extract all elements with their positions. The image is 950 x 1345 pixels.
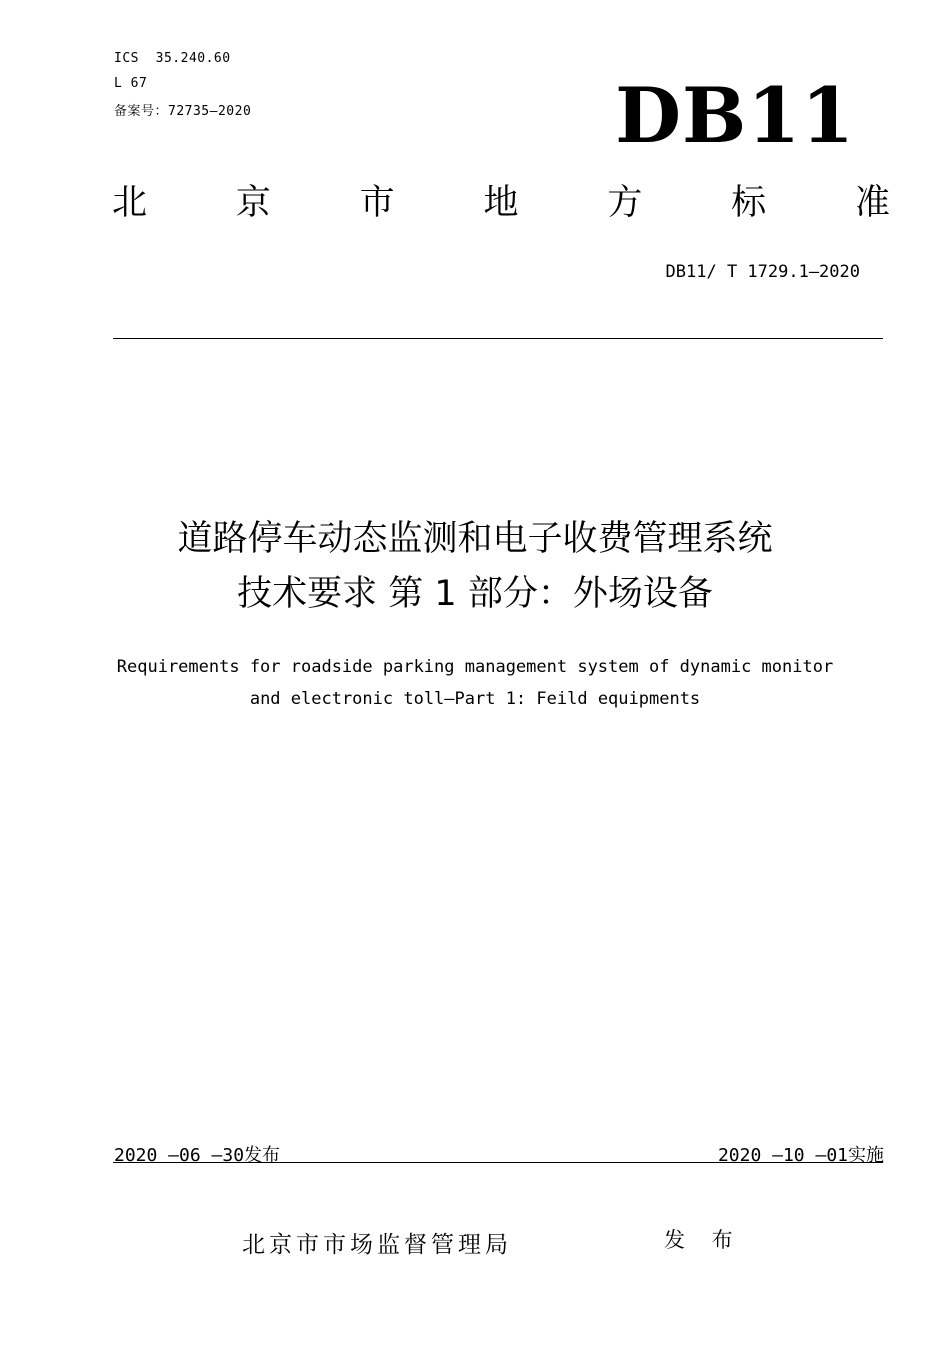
standard-type bbox=[112, 183, 890, 223]
chinese-title-line-2: 技术要求 第 1 部分：外场设备 bbox=[237, 574, 713, 614]
chinese-title-line-1: 道路停车动态监测和电子收费管理系统 bbox=[177, 519, 773, 559]
issue-action: 发 布 bbox=[664, 1228, 743, 1252]
english-title-line-1: Requirements for roadside parking management system of dynamic monitor bbox=[116, 657, 834, 677]
standard-type-char: 京 bbox=[235, 183, 271, 223]
effective-date-block bbox=[718, 1141, 884, 1167]
bottom-divider bbox=[113, 1162, 883, 1163]
top-divider bbox=[113, 338, 883, 339]
ics-code: ICS 35.240.60 bbox=[114, 51, 231, 66]
standard-type-char: 准 bbox=[854, 183, 890, 223]
issue-date-block bbox=[114, 1141, 280, 1167]
standard-type-char: 标 bbox=[731, 183, 767, 223]
standard-number: DB11/ T 1729.1—2020 bbox=[665, 262, 860, 282]
ccs-code: L 67 bbox=[114, 76, 148, 91]
effective-date: 2020 —10 —01 bbox=[717, 1145, 848, 1166]
db11-logo: DB11 bbox=[615, 71, 855, 160]
english-title-line-2: and electronic toll—Part 1: Feild equipments bbox=[249, 689, 701, 709]
effective-label: 实施 bbox=[848, 1145, 884, 1166]
record-number: 备案号：72735—2020 bbox=[114, 104, 252, 119]
issuing-authority: 北京市市场监督管理局 bbox=[242, 1232, 512, 1258]
issue-label: 发布 bbox=[244, 1145, 281, 1166]
standard-type-char: 北 bbox=[112, 183, 148, 223]
standard-type-char: 地 bbox=[483, 183, 519, 223]
standard-type-char: 市 bbox=[359, 183, 395, 223]
standard-type-char: 方 bbox=[607, 183, 643, 223]
issue-date: 2020 —06 —30 bbox=[114, 1145, 245, 1166]
